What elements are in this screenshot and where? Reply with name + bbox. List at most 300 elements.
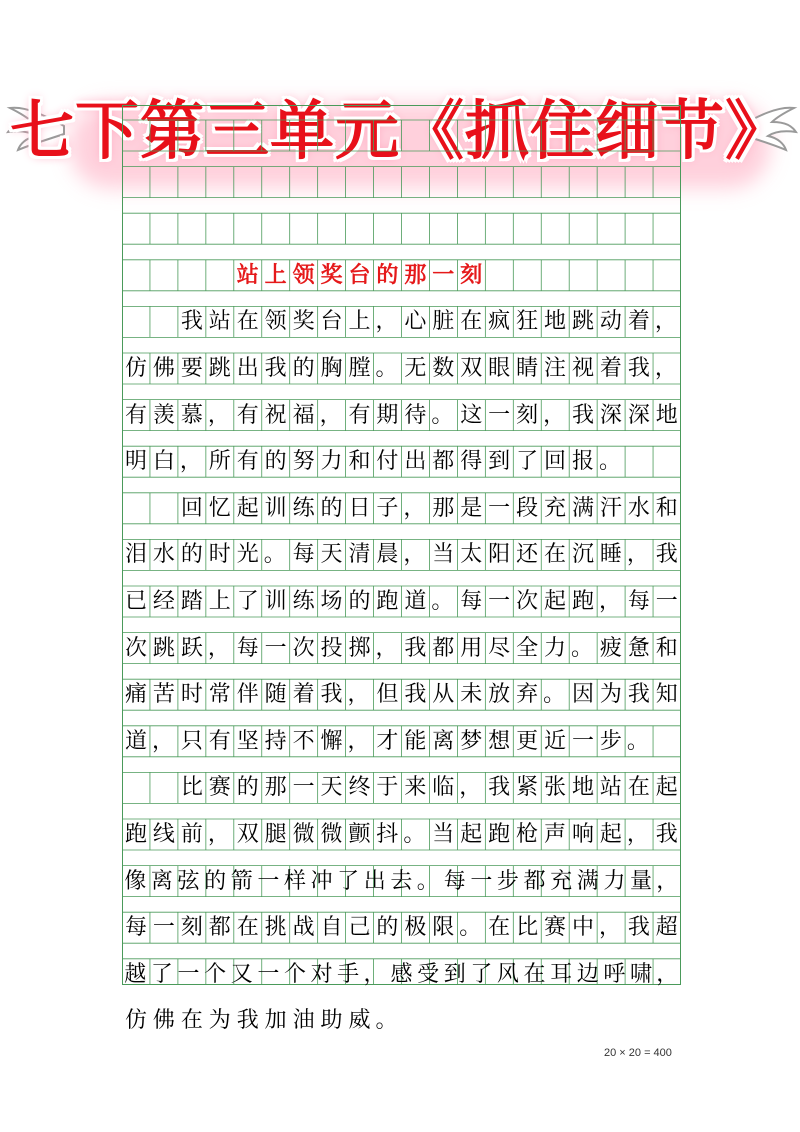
grid-char: 仿 bbox=[124, 356, 147, 381]
grid-char: ， bbox=[459, 775, 482, 801]
grid-char: ， bbox=[656, 961, 679, 987]
grid-char: 出 bbox=[236, 356, 259, 381]
grid-char: 奖 bbox=[292, 309, 315, 335]
grid-char: 伴 bbox=[236, 682, 259, 708]
grid-char: 忆 bbox=[208, 495, 231, 521]
grid-char: 白 bbox=[152, 449, 175, 475]
grid-char: 我 bbox=[655, 822, 678, 847]
grid-char: 但 bbox=[376, 682, 399, 708]
grid-char: 能 bbox=[404, 728, 427, 754]
grid-char: 一 bbox=[470, 868, 493, 894]
grid-char: ， bbox=[598, 915, 621, 941]
grid-char: 睡 bbox=[599, 542, 622, 568]
grid-char: 在 bbox=[180, 1008, 203, 1034]
grid-char: 风 bbox=[496, 961, 519, 987]
grid-char bbox=[122, 493, 150, 524]
grid-char: 一 bbox=[571, 728, 594, 754]
grid-char: 奖 bbox=[320, 262, 343, 288]
grid-char: 。 bbox=[459, 915, 482, 941]
grid-char bbox=[150, 772, 178, 803]
grid-char: 像 bbox=[124, 868, 147, 894]
grid-row bbox=[122, 400, 681, 431]
grid-char: 出 bbox=[363, 868, 386, 894]
grid-char: 了 bbox=[516, 449, 539, 475]
grid-char: 我 bbox=[264, 356, 287, 381]
grid-char: 来 bbox=[404, 775, 427, 801]
grid-char: 临 bbox=[432, 775, 455, 801]
grid-char: 冲 bbox=[310, 868, 333, 894]
grid-char: 了 bbox=[236, 589, 259, 614]
grid-char: 越 bbox=[124, 961, 147, 987]
grid-char: ， bbox=[207, 402, 230, 428]
grid-char: 祝 bbox=[264, 402, 287, 428]
grid-char: 步 bbox=[599, 728, 622, 754]
grid-char: 我 bbox=[320, 682, 343, 708]
grid-char: 用 bbox=[460, 635, 483, 661]
grid-char: 段 bbox=[516, 495, 539, 521]
grid-char: ， bbox=[347, 728, 370, 754]
grid-char: 明 bbox=[124, 449, 147, 475]
grid-char bbox=[206, 260, 234, 291]
grid-char: 更 bbox=[516, 728, 539, 754]
grid-char: 威 bbox=[348, 1008, 371, 1034]
grid-char: 跃 bbox=[180, 635, 203, 661]
grid-char: 在 bbox=[523, 961, 546, 987]
grid-char: 地 bbox=[655, 402, 678, 428]
grid-char: 着 bbox=[292, 682, 315, 708]
grid-row bbox=[122, 306, 681, 337]
grid-char: 回 bbox=[544, 449, 567, 475]
composition-grid bbox=[122, 105, 681, 1034]
grid-char bbox=[122, 260, 150, 291]
grid-char: 数 bbox=[432, 356, 455, 381]
grid-char: 超 bbox=[655, 915, 678, 941]
grid-char: 还 bbox=[516, 542, 539, 568]
grid-char: 呼 bbox=[603, 961, 626, 987]
grid-char: 知 bbox=[655, 682, 678, 708]
grid-char: 前 bbox=[180, 822, 203, 847]
grid-char: 中 bbox=[571, 915, 594, 941]
grid-char: 领 bbox=[264, 309, 287, 335]
grid-char: 水 bbox=[627, 495, 650, 521]
grid-char: 道 bbox=[124, 728, 147, 754]
grid-char: 不 bbox=[292, 728, 315, 754]
grid-char: 受 bbox=[417, 961, 440, 987]
grid-char: 比 bbox=[516, 915, 539, 941]
grid-char: 了 bbox=[337, 868, 360, 894]
grid-char: 在 bbox=[460, 309, 483, 335]
grid-char: 啸 bbox=[629, 961, 652, 987]
grid-char: 踏 bbox=[180, 589, 203, 614]
grid-char: 满 bbox=[576, 868, 599, 894]
grid-char: 抖 bbox=[376, 822, 399, 847]
grid-char: ， bbox=[403, 495, 426, 521]
grid-char: 箭 bbox=[230, 868, 253, 894]
grid-char: 起 bbox=[460, 822, 483, 847]
grid-char: 。 bbox=[431, 589, 454, 614]
grid-char: 我 bbox=[627, 356, 650, 381]
grid-char: 一 bbox=[488, 589, 511, 614]
grid-char: 为 bbox=[599, 682, 622, 708]
grid-row bbox=[122, 167, 681, 198]
grid-char: ， bbox=[598, 589, 621, 614]
grid-char: 投 bbox=[320, 635, 343, 661]
grid-char: 都 bbox=[208, 915, 231, 941]
grid-char: ， bbox=[375, 635, 398, 661]
grid-char: 。 bbox=[263, 542, 286, 568]
grid-char: 深 bbox=[627, 402, 650, 428]
grid-char: 和 bbox=[655, 495, 678, 521]
grid-char: 比 bbox=[180, 775, 203, 801]
grid-char: 每 bbox=[460, 589, 483, 614]
grid-char: 一 bbox=[177, 961, 200, 987]
grid-char: 油 bbox=[292, 1008, 315, 1034]
grid-char: 于 bbox=[376, 775, 399, 801]
grid-char: 的 bbox=[376, 262, 399, 288]
grid-char: ， bbox=[375, 309, 398, 335]
grid-char: 天 bbox=[320, 542, 343, 568]
grid-char: 训 bbox=[264, 495, 287, 521]
grid-char: 。 bbox=[431, 402, 454, 428]
grid-char: 近 bbox=[544, 728, 567, 754]
grid-char: 练 bbox=[292, 495, 315, 521]
grid-char: 着 bbox=[627, 309, 650, 335]
grid-char: 一 bbox=[152, 915, 175, 941]
grid-char: 泪 bbox=[124, 542, 147, 568]
grid-char: 每 bbox=[236, 635, 259, 661]
grid-char: 满 bbox=[571, 495, 594, 521]
grid-char: 力 bbox=[544, 635, 567, 661]
grid-char: 到 bbox=[443, 961, 466, 987]
grid-char: 弃 bbox=[516, 682, 539, 708]
grid-row bbox=[122, 493, 681, 524]
grid-row bbox=[122, 912, 681, 943]
grid-char: 刻 bbox=[516, 402, 539, 428]
grid-row bbox=[122, 726, 681, 757]
grid-char: 跳 bbox=[571, 309, 594, 335]
grid-char: 一 bbox=[257, 961, 280, 987]
grid-char: 领 bbox=[292, 262, 315, 288]
grid-char: 颤 bbox=[348, 822, 371, 847]
grid-char: 我 bbox=[655, 542, 678, 568]
grid-char: 为 bbox=[208, 1008, 231, 1034]
grid-char bbox=[122, 306, 150, 337]
grid-char: 双 bbox=[460, 356, 483, 381]
grid-char: 充 bbox=[550, 868, 573, 894]
grid-char: ， bbox=[179, 449, 202, 475]
grid-char: ， bbox=[626, 822, 649, 847]
grid-char bbox=[122, 772, 150, 803]
grid-char: 疯 bbox=[488, 309, 511, 335]
grid-char: 弦 bbox=[177, 868, 200, 894]
grid-char: 站 bbox=[208, 309, 231, 335]
grid-char: 上 bbox=[264, 262, 287, 288]
grid-char: 的 bbox=[204, 868, 227, 894]
grid-char: 待 bbox=[404, 402, 427, 428]
grid-char: 。 bbox=[375, 356, 398, 381]
grid-char: 佛 bbox=[152, 356, 175, 381]
grid-row bbox=[122, 446, 681, 477]
grid-char: 太 bbox=[460, 542, 483, 568]
grid-row bbox=[122, 679, 681, 710]
grid-char: 。 bbox=[375, 1008, 398, 1034]
grid-char: 回 bbox=[180, 495, 203, 521]
grid-char: 每 bbox=[292, 542, 315, 568]
grid-char: 跳 bbox=[152, 635, 175, 661]
grid-char: 量 bbox=[629, 868, 652, 894]
grid-char: 充 bbox=[544, 495, 567, 521]
grid-char: 己 bbox=[348, 915, 371, 941]
grid-char: 努 bbox=[292, 449, 315, 475]
grid-char: 我 bbox=[404, 635, 427, 661]
grid-char: 梦 bbox=[460, 728, 483, 754]
grid-char: 惫 bbox=[627, 635, 650, 661]
grid-char: 在 bbox=[488, 915, 511, 941]
grid-char: 刻 bbox=[460, 262, 483, 288]
grid-char: 在 bbox=[544, 542, 567, 568]
grid-char: 报 bbox=[571, 449, 594, 475]
grid-char: 掷 bbox=[348, 635, 371, 661]
grid-char: 我 bbox=[571, 402, 594, 428]
grid-char: 步 bbox=[496, 868, 519, 894]
grid-char: 离 bbox=[150, 868, 173, 894]
grid-char: ， bbox=[654, 356, 677, 381]
grid-char: 都 bbox=[432, 449, 455, 475]
grid-char: 。 bbox=[598, 449, 621, 475]
grid-char: 汗 bbox=[599, 495, 622, 521]
grid-row bbox=[122, 539, 681, 570]
grid-char: ， bbox=[654, 309, 677, 335]
grid-char: 挑 bbox=[264, 915, 287, 941]
grid-char: 感 bbox=[390, 961, 413, 987]
grid-char: 睛 bbox=[516, 356, 539, 381]
grid-char: 起 bbox=[544, 589, 567, 614]
grid-char: 战 bbox=[292, 915, 315, 941]
grid-char: 场 bbox=[320, 589, 343, 614]
grid-char: 。 bbox=[416, 868, 439, 894]
grid-char: 训 bbox=[264, 589, 287, 614]
grid-char: 无 bbox=[404, 356, 427, 381]
grid-char bbox=[178, 260, 206, 291]
grid-char: 极 bbox=[404, 915, 427, 941]
grid-row bbox=[122, 772, 681, 803]
grid-char: 张 bbox=[544, 775, 567, 801]
grid-char: 上 bbox=[348, 309, 371, 335]
grid-char: 微 bbox=[292, 822, 315, 847]
grid-char: 一 bbox=[488, 402, 511, 428]
grid-char: 手 bbox=[337, 961, 360, 987]
grid-char: 每 bbox=[443, 868, 466, 894]
grid-char: 地 bbox=[571, 775, 594, 801]
grid-char: 力 bbox=[320, 449, 343, 475]
grid-char: 水 bbox=[152, 542, 175, 568]
grid-char: 的 bbox=[320, 495, 343, 521]
grid-char: 在 bbox=[627, 775, 650, 801]
grid-char: 晨 bbox=[376, 542, 399, 568]
grid-char: 站 bbox=[599, 775, 622, 801]
grid-char: 一 bbox=[257, 868, 280, 894]
grid-char: 跑 bbox=[488, 822, 511, 847]
grid-char: 都 bbox=[523, 868, 546, 894]
grid-char: 一 bbox=[292, 775, 315, 801]
grid-char: 跑 bbox=[376, 589, 399, 614]
grid-char: 和 bbox=[655, 635, 678, 661]
grid-char: 在 bbox=[236, 915, 259, 941]
grid-char: 得 bbox=[460, 449, 483, 475]
grid-row bbox=[122, 213, 681, 244]
grid-char bbox=[150, 493, 178, 524]
grid-char: 脏 bbox=[432, 309, 455, 335]
grid-char: 胸 bbox=[320, 356, 343, 381]
grid-char: 的 bbox=[236, 775, 259, 801]
grid-char: 一 bbox=[264, 635, 287, 661]
grid-char: 子 bbox=[376, 495, 399, 521]
grid-char: 又 bbox=[230, 961, 253, 987]
grid-char: 当 bbox=[432, 542, 455, 568]
grid-char: ， bbox=[347, 682, 370, 708]
grid-char: 次 bbox=[292, 635, 315, 661]
grid-char: 枪 bbox=[516, 822, 539, 847]
grid-char: 有 bbox=[124, 402, 147, 428]
grid-char: 加 bbox=[264, 1008, 287, 1034]
grid-char: 腿 bbox=[264, 822, 287, 847]
grid-char: 了 bbox=[150, 961, 173, 987]
grid-char: 一 bbox=[432, 262, 455, 288]
grid-char: 痛 bbox=[124, 682, 147, 708]
grid-char: 坚 bbox=[236, 728, 259, 754]
grid-char: 样 bbox=[283, 868, 306, 894]
grid-char: 的 bbox=[264, 449, 287, 475]
grid-char: 是 bbox=[460, 495, 483, 521]
grid-char: 自 bbox=[320, 915, 343, 941]
grid-char: 当 bbox=[432, 822, 455, 847]
grid-char: 跑 bbox=[571, 589, 594, 614]
grid-char: 我 bbox=[627, 915, 650, 941]
grid-char: 响 bbox=[571, 822, 594, 847]
grid-row bbox=[122, 633, 681, 664]
grid-char: 离 bbox=[432, 728, 455, 754]
grid-char: ， bbox=[207, 635, 230, 661]
grid-char: ， bbox=[319, 402, 342, 428]
grid-char: 限 bbox=[432, 915, 455, 941]
grid-char: 沉 bbox=[571, 542, 594, 568]
grid-char: 这 bbox=[460, 402, 483, 428]
grid-char: 对 bbox=[310, 961, 333, 987]
grid-char: 助 bbox=[320, 1008, 343, 1034]
grid-row bbox=[122, 866, 681, 897]
grid-char: 刻 bbox=[180, 915, 203, 941]
grid-char: 着 bbox=[599, 356, 622, 381]
grid-char: 阳 bbox=[488, 542, 511, 568]
grid-char: 仿 bbox=[124, 1008, 147, 1034]
grid-char: 我 bbox=[627, 682, 650, 708]
grid-row bbox=[122, 1005, 681, 1036]
grid-char: 了 bbox=[470, 961, 493, 987]
grid-char: 一 bbox=[488, 495, 511, 521]
grid-char: 紧 bbox=[516, 775, 539, 801]
grid-char: 和 bbox=[348, 449, 371, 475]
grid-char: 经 bbox=[152, 589, 175, 614]
grid-char: 懈 bbox=[320, 728, 343, 754]
grid-char: 起 bbox=[236, 495, 259, 521]
grid-char: 视 bbox=[571, 356, 594, 381]
grid-char: ， bbox=[363, 961, 386, 987]
grid-char: 动 bbox=[599, 309, 622, 335]
grid-char: 有 bbox=[236, 449, 259, 475]
grid-char: 付 bbox=[376, 449, 399, 475]
grid-char: 羡 bbox=[152, 402, 175, 428]
grid-char: ， bbox=[403, 542, 426, 568]
grid-char: 未 bbox=[460, 682, 483, 708]
grid-char: 地 bbox=[544, 309, 567, 335]
grid-char: 期 bbox=[376, 402, 399, 428]
grid-char: ， bbox=[207, 822, 230, 847]
grid-char: 终 bbox=[348, 775, 371, 801]
grid-char: 想 bbox=[488, 728, 511, 754]
grid-char: 全 bbox=[516, 635, 539, 661]
grid-char: 跑 bbox=[124, 822, 147, 847]
grid-char: 站 bbox=[236, 262, 259, 288]
grid-char: 赛 bbox=[544, 915, 567, 941]
grid-char: 双 bbox=[236, 822, 259, 847]
grid-row bbox=[122, 260, 681, 291]
grid-char: 佛 bbox=[152, 1008, 175, 1034]
grid-char: 。 bbox=[543, 682, 566, 708]
word-count-label: 20 × 20 = 400 bbox=[604, 1047, 672, 1059]
grid-char: 深 bbox=[599, 402, 622, 428]
grid-char: 尽 bbox=[488, 635, 511, 661]
grid-char: 练 bbox=[292, 589, 315, 614]
grid-char: 声 bbox=[544, 822, 567, 847]
grid-char: ， bbox=[543, 402, 566, 428]
grid-char: 每 bbox=[627, 589, 650, 614]
grid-char: 微 bbox=[320, 822, 343, 847]
grid-char: 力 bbox=[603, 868, 626, 894]
grid-char: ， bbox=[151, 728, 174, 754]
grid-char: 道 bbox=[404, 589, 427, 614]
grid-char: 我 bbox=[404, 682, 427, 708]
grid-char: 的 bbox=[376, 915, 399, 941]
grid-char: 上 bbox=[208, 589, 231, 614]
grid-char: 线 bbox=[152, 822, 175, 847]
grid-char: 天 bbox=[320, 775, 343, 801]
grid-char: 已 bbox=[124, 589, 147, 614]
grid-char: 在 bbox=[236, 309, 259, 335]
grid-char: 要 bbox=[180, 356, 203, 381]
grid-char: 我 bbox=[236, 1008, 259, 1034]
grid-char: 注 bbox=[544, 356, 567, 381]
grid-char: 苦 bbox=[152, 682, 175, 708]
page-title: 七下第三单元《抓住细节》 bbox=[10, 95, 790, 169]
grid-char: 跳 bbox=[208, 356, 231, 381]
grid-char: 个 bbox=[204, 961, 227, 987]
grid-char: 日 bbox=[348, 495, 371, 521]
grid-char: 次 bbox=[124, 635, 147, 661]
grid-char: 的 bbox=[292, 356, 315, 381]
grid-char: 起 bbox=[655, 775, 678, 801]
grid-char: 我 bbox=[488, 775, 511, 801]
grid-char: 台 bbox=[348, 262, 371, 288]
grid-row bbox=[122, 959, 681, 990]
grid-char: 有 bbox=[348, 402, 371, 428]
grid-char: 时 bbox=[180, 682, 203, 708]
grid-char: ， bbox=[656, 868, 679, 894]
grid-row bbox=[122, 586, 681, 617]
grid-char: 放 bbox=[488, 682, 511, 708]
grid-char: 才 bbox=[376, 728, 399, 754]
grid-char: 因 bbox=[571, 682, 594, 708]
grid-char: 只 bbox=[180, 728, 203, 754]
